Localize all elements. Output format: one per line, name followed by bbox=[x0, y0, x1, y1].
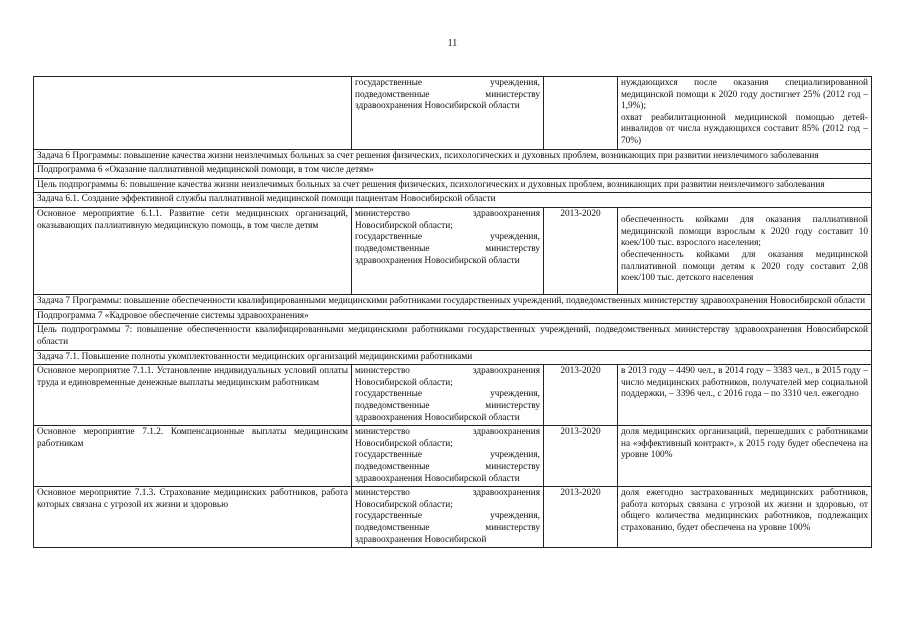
indicator-cell bbox=[618, 77, 872, 150]
subprogram-6-row: Подпрограмма 6 «Оказание паллиативной медицинской помощи, в том числе детям» bbox=[34, 164, 872, 179]
program-table bbox=[33, 76, 872, 548]
period-cell bbox=[544, 77, 618, 150]
executor-cell bbox=[352, 77, 544, 150]
executor-line: министерство здравоохранения Новосибирской области; bbox=[355, 366, 540, 388]
table-row-measure-6-1-1 bbox=[34, 208, 872, 295]
indicator-cell bbox=[618, 208, 872, 295]
executor-line: министерство здравоохранения Новосибирской области; bbox=[355, 209, 540, 231]
period-cell: 2013-2020 bbox=[544, 365, 618, 426]
executor-cell bbox=[352, 365, 544, 426]
executor-cell bbox=[352, 208, 544, 295]
indicator-cell: доля ежегодно застрахованных медицинских работников, работа которых связана с угрозой их жизни и здоровью, от общего количества медицинских работников, подлежащих страхованию, будет обеспечена на уровне 100% bbox=[618, 487, 872, 548]
executor-line: государственные учреждения, подведомственные министерству здравоохранения Новосибирской области bbox=[355, 389, 540, 423]
subtask-7-1-row: Задача 7.1. Повышение полноты укомплектованности медицинских организаций медицинскими работниками bbox=[34, 350, 872, 365]
measure-cell: Основное мероприятие 7.1.2. Компенсационные выплаты медицинским работникам bbox=[34, 426, 352, 487]
goal-7-row: Цель подпрограммы 7: повышение обеспеченности квалифицированными медицинскими работниками государственных учреждений, подведомственных министерству здравоохранения Новосибирской области bbox=[34, 324, 872, 350]
measure-cell: Основное мероприятие 7.1.3. Страхование медицинских работников, работа которых связана с угрозой их жизни и здоровью bbox=[34, 487, 352, 548]
executor-line: министерство здравоохранения Новосибирской области; bbox=[355, 427, 540, 449]
indicator-cell: доля медицинских организаций, перешедших с работниками на «эффективный контракт», к 2015 году будет обеспечена на уровне 100% bbox=[618, 426, 872, 487]
executor-line: государственные учреждения, подведомственные министерству здравоохранения Новосибирской bbox=[355, 511, 540, 545]
period-cell: 2013-2020 bbox=[544, 208, 618, 295]
period-cell: 2013-2020 bbox=[544, 487, 618, 548]
subprogram-7-row: Подпрограмма 7 «Кадровое обеспечение системы здравоохранения» bbox=[34, 309, 872, 324]
executor-line: государственные учреждения, подведомственные министерству здравоохранения Новосибирской области bbox=[355, 232, 540, 266]
goal-6-row: Цель подпрограммы 6: повышение качества жизни неизлечимых больных за счет решения физических, психологических и духовных проблем, возникающих при развитии неизлечимого заболевания bbox=[34, 178, 872, 193]
measure-cell bbox=[34, 77, 352, 150]
table-row-continuation bbox=[34, 77, 872, 150]
measure-cell: Основное мероприятие 7.1.1. Установление индивидуальных условий оплаты труда и единовременные денежные выплаты медицинским работникам bbox=[34, 365, 352, 426]
table-row-measure-7-1-2 bbox=[34, 426, 872, 487]
executor-line: государственные учреждения, подведомственные министерству здравоохранения Новосибирской области bbox=[355, 450, 540, 484]
indicator-line: обеспеченность койками для оказания медицинской паллиативной помощи детям к 2020 году составит 2,08 коек/100 тыс. детского населения bbox=[621, 249, 868, 284]
measure-cell: Основное мероприятие 6.1.1. Развитие сети медицинских организаций, оказывающих паллиативную медицинскую помощь, в том числе детям bbox=[34, 208, 352, 295]
task-7-row: Задача 7 Программы: повышение обеспеченности квалифицированными медицинскими работниками государственных учреждений, подведомственных министерству здравоохранения Новосибирской области bbox=[34, 295, 872, 310]
period-cell: 2013-2020 bbox=[544, 426, 618, 487]
indicator-cell: в 2013 году – 4490 чел., в 2014 году – 3383 чел., в 2015 году – число медицинских работников, получателей мер социальной поддержки, – 3396 чел., с 2016 года – по 3310 чел. ежегодно bbox=[618, 365, 872, 426]
table-row-measure-7-1-3 bbox=[34, 487, 872, 548]
indicator-line: охват реабилитационной медицинской помощью детей-инвалидов от числа нуждающихся составит 85% (2012 год – 70%) bbox=[621, 112, 868, 147]
task-6-row: Задача 6 Программы: повышение качества жизни неизлечимых больных за счет решения физических, психологических и духовных проблем, возникающих при развитии неизлечимого заболевания bbox=[34, 149, 872, 164]
executor-line: министерство здравоохранения Новосибирской области; bbox=[355, 488, 540, 510]
table-row-measure-7-1-1 bbox=[34, 365, 872, 426]
executor-cell bbox=[352, 487, 544, 548]
subtask-6-1-row: Задача 6.1. Создание эффективной службы паллиативной медицинской помощи пациентам Новосибирской области bbox=[34, 193, 872, 208]
executor-line: государственные учреждения, подведомственные министерству здравоохранения Новосибирской области bbox=[355, 78, 540, 112]
page-number: 11 bbox=[447, 38, 458, 49]
indicator-line: нуждающихся после оказания специализированной медицинской помощи к 2020 году достигнет 25% (2012 год – 1,9%); bbox=[621, 78, 868, 112]
indicator-line: обеспеченность койками для оказания паллиативной медицинской помощи взрослым к 2020 году составит 10 коек/100 тыс. взрослого населения; bbox=[621, 215, 868, 249]
executor-cell bbox=[352, 426, 544, 487]
